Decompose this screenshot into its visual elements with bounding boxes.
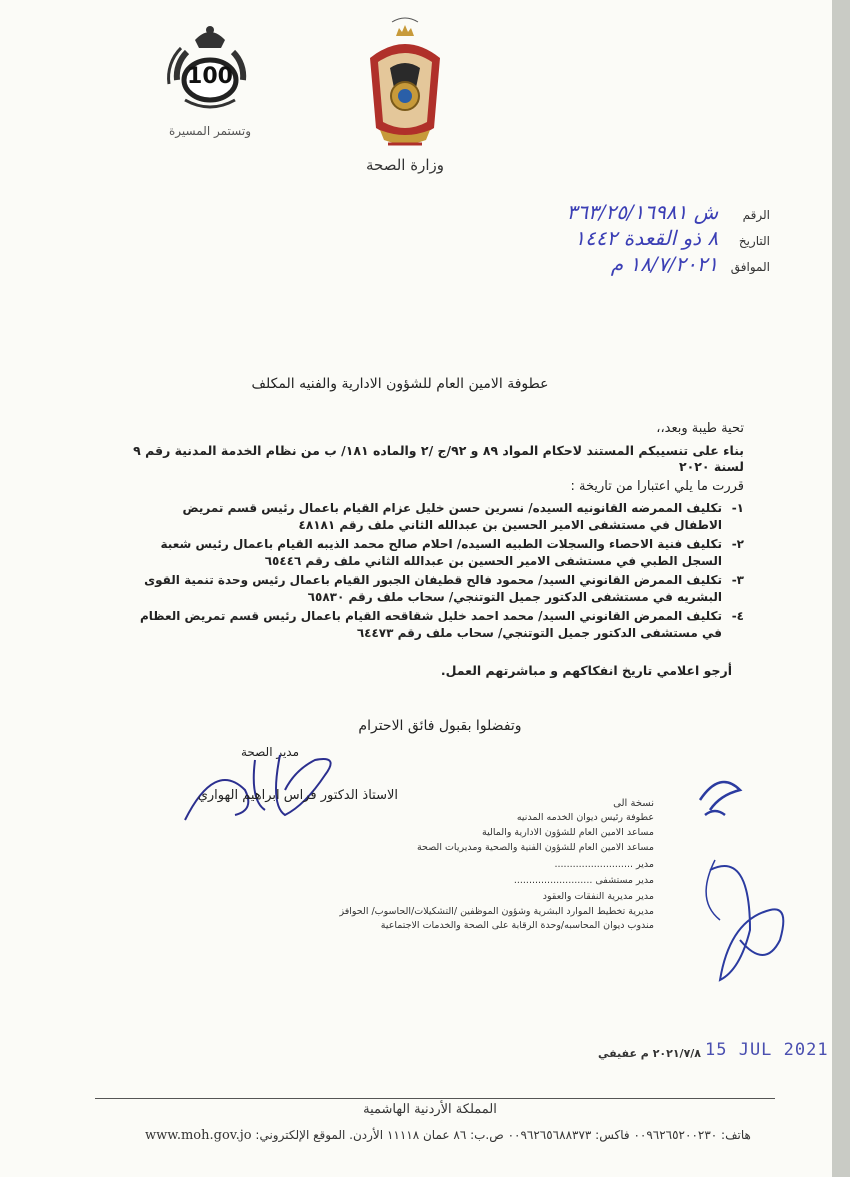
item-number: ١- [731,501,744,515]
copy-line: مساعد الامين العام للشؤون الادارية والمالية [482,827,654,838]
item-line-1: تكليف فنية الاحصاء والسجلات الطبيه السيده/ احلام صالح محمد الذيبه القيام باعمال رئيس شعبة [160,537,722,551]
copy-line: مدير .......................... [554,859,654,870]
reference-number-row [450,200,770,224]
list-item [84,536,744,570]
item-line-1: تكليف الممرضه القانونيه السيده/ نسرين حسن خليل عزام القيام باعمال رئيس قسم تمريض [182,501,722,515]
addressee: عطوفة الامين العام للشؤون الادارية والفنيه المكلف [251,376,549,392]
gregorian-date-row [450,252,770,276]
copy-line: مدير مستشفى .......................... [513,875,654,886]
closing-phrase: وتفضلوا بقبول فائق الاحترام [358,718,522,734]
centenary-logo [155,20,265,150]
request-line: أرجو اعلامي تاريخ انفكاكهم و مباشرتهم العمل. [440,663,732,678]
hijri-date-value: ٨ ذو القعدة ١٤٤٢ [574,226,719,250]
hijri-date-row [450,226,770,250]
copies-heading: نسخة الى [613,798,654,809]
list-item [84,572,744,606]
item-line-2: في مستشفى الدكتور جميل التوتنجي/ سحاب ملف رقم ٦٤٤٧٣ [356,626,722,640]
jordan-crest [360,18,450,178]
item-line-2: الاطفال في مستشفى الامير الحسين بن عبدالله الثاني ملف رقم ٤٨١٨١ [298,518,722,532]
ministry-name: وزارة الصحة [366,156,444,174]
centenary-number: 100 [187,64,233,89]
item-line-2: السجل الطبي في مستشفى الامير الحسين بن عبدالله الثاني ملف رقم ٦٥٤٤٦ [264,554,722,568]
hijri-date-label: التاريخ [738,234,770,248]
centenary-caption: وتستمر المسيرة [169,124,251,138]
copy-line: مساعد الامين العام للشؤون الفنية والصحية ومديريات الصحة [416,842,654,853]
item-number: ٤- [731,609,744,623]
list-item [84,500,744,534]
signer-title: مدير الصحة [240,745,300,759]
list-item [84,608,744,642]
greeting: تحية طيبة وبعد،، [656,421,744,436]
intro-line-2: لسنة ٢٠٢٠ [679,459,744,474]
copy-line: مدير مديرية النفقات والعقود [542,891,654,902]
footer-divider [95,1098,775,1099]
approval-initials-icon [680,770,790,1030]
item-line-1: تكليف الممرض القانوني السيد/ محمود فالح قطيفان الجبور القيام باعمال رئيس وحدة تنمية القوى [144,573,722,587]
footer-contact-row [145,1128,785,1143]
gregorian-date-value: ١٨/٧/٢٠٢١ م [610,252,719,276]
signer-name: الاستاذ الدكتور فراس ابراهيم الهواري [197,788,398,803]
reference-number-value: ش ٣٦٣/٢٥/١٦٩٨١ [566,200,719,224]
footer-contact-text: هاتف: ٠٠٩٦٢٦٥٢٠٠٢٣٠ فاكس: ٠٠٩٦٢٦٥٦٨٨٣٧٣ ص.ب: ٨٦ عمان ١١١١٨ الأردن. الموقع الإلكتروني: [255,1128,751,1142]
dispatch-date: ٢٠٢١/٧/٨ م عفيفي [598,1047,702,1060]
copy-line: عطوفة رئيس ديوان الخدمه المدنيه [516,812,654,823]
footer-kingdom: المملكة الأردنية الهاشمية [363,1102,497,1117]
item-line-2: البشريه في مستشفى الدكتور جميل التوتنجي/ سحاب ملف رقم ٦٥٨٣٠ [307,590,722,604]
item-number: ٢- [731,537,744,551]
gregorian-date-label: الموافق [730,260,770,274]
received-stamp: 15 JUL 2021 [705,1040,829,1060]
copy-line: مندوب ديوان المحاسبه/وحدة الرقابة على الصحة والخدمات الاجتماعية [380,920,654,931]
background-edge [832,0,850,1177]
item-number: ٣- [731,573,744,587]
item-line-1: تكليف الممرض القانوني السيد/ محمد احمد خليل شقاقحه القيام باعمال رئيس قسم تمريض العظام [139,609,722,623]
ministry-website-link[interactable]: www.moh.gov.jo [145,1128,252,1143]
reference-number-label: الرقم [742,208,770,222]
coat-of-arms-icon [360,18,450,153]
copy-line: مديرية تخطيط الموارد البشرية وشؤون الموظفين /التشكيلات/الحاسوب/ الحوافز [339,906,654,917]
intro-line-1: بناء على تنسيبكم المستند لاحكام المواد ٨٩ و ٩٢/ج /٢ والماده ١٨١/ ب من نظام الخدمة المدنية رقم ٩ [133,443,744,458]
decision-line: قررت ما يلي اعتبارا من تاريخة : [570,479,744,494]
